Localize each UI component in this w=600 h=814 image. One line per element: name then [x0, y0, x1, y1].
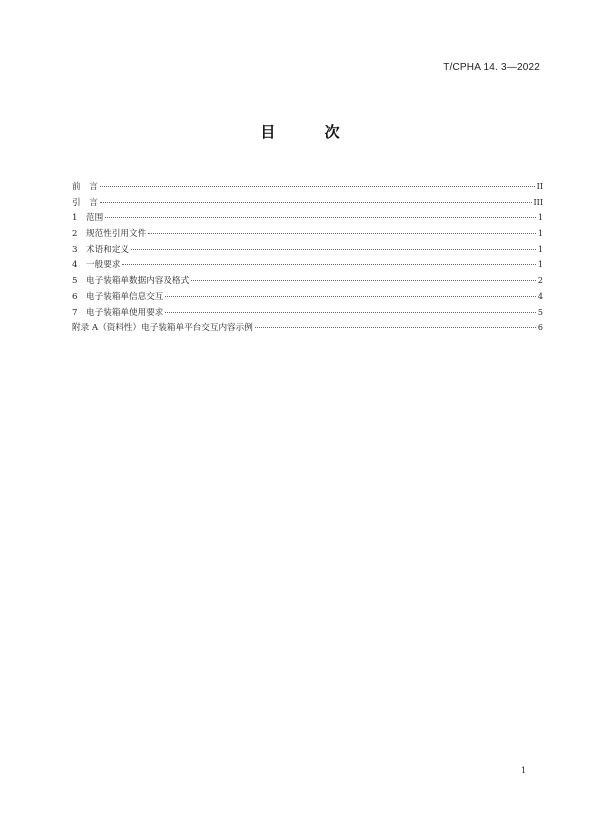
dot-leader: [148, 233, 536, 234]
toc-entry-page: 1: [537, 244, 543, 254]
toc-entry-page: 1: [537, 213, 543, 223]
toc-entry-label: 附录 A（资料性）电子装箱单平台交互内容示例: [72, 323, 253, 334]
dot-leader: [255, 327, 536, 328]
dot-leader: [165, 312, 536, 313]
dot-leader: [131, 249, 536, 250]
toc-title: 目 次: [260, 123, 362, 141]
toc-entry-information-exchange[interactable]: [72, 289, 543, 305]
dot-leader: [100, 186, 535, 187]
toc-entry-page: 6: [537, 323, 543, 333]
toc-entry-label: 5 电子装箱单数据内容及格式: [72, 276, 190, 287]
dot-leader: [191, 280, 536, 281]
toc-entry-annex-a[interactable]: [72, 320, 543, 336]
toc-entry-page: 1: [537, 229, 543, 239]
toc-entry-scope[interactable]: [72, 210, 543, 226]
toc-entry-label: 6 电子装箱单信息交互: [72, 291, 164, 302]
toc-entry-page: III: [533, 197, 543, 207]
toc-entry-label: 引 言: [72, 197, 98, 208]
toc-entry-label: 前 言: [72, 182, 98, 192]
toc-entry-introduction[interactable]: [72, 195, 543, 211]
dot-leader: [165, 296, 536, 297]
toc-entry-general-requirements[interactable]: [72, 257, 543, 273]
toc-entry-label: 7 电子装箱单使用要求: [72, 307, 164, 318]
table-of-contents: [72, 179, 543, 336]
toc-entry-usage-requirements[interactable]: [72, 305, 543, 321]
page-number: 1: [521, 766, 527, 775]
toc-entry-foreword[interactable]: [72, 179, 543, 195]
toc-entry-page: 5: [537, 307, 543, 317]
toc-entry-page: 2: [537, 276, 543, 286]
toc-entry-label: 2 规范性引用文件: [72, 229, 147, 240]
toc-entry-label: 1 范围: [72, 213, 104, 224]
toc-entry-page: 1: [537, 260, 543, 270]
dot-leader: [105, 217, 536, 218]
toc-entry-page: II: [536, 182, 543, 191]
toc-entry-data-content-format[interactable]: [72, 273, 543, 289]
toc-entry-label: 3 术语和定义: [72, 244, 130, 255]
dot-leader: [100, 202, 532, 203]
dot-leader: [122, 264, 535, 265]
toc-entry-terms-definitions[interactable]: [72, 242, 543, 258]
standard-code: T/CPHA 14. 3—2022: [443, 62, 540, 73]
toc-entry-page: 4: [537, 291, 543, 301]
toc-entry-normative-references[interactable]: [72, 226, 543, 242]
toc-entry-label: 4 一般要求: [72, 260, 121, 271]
